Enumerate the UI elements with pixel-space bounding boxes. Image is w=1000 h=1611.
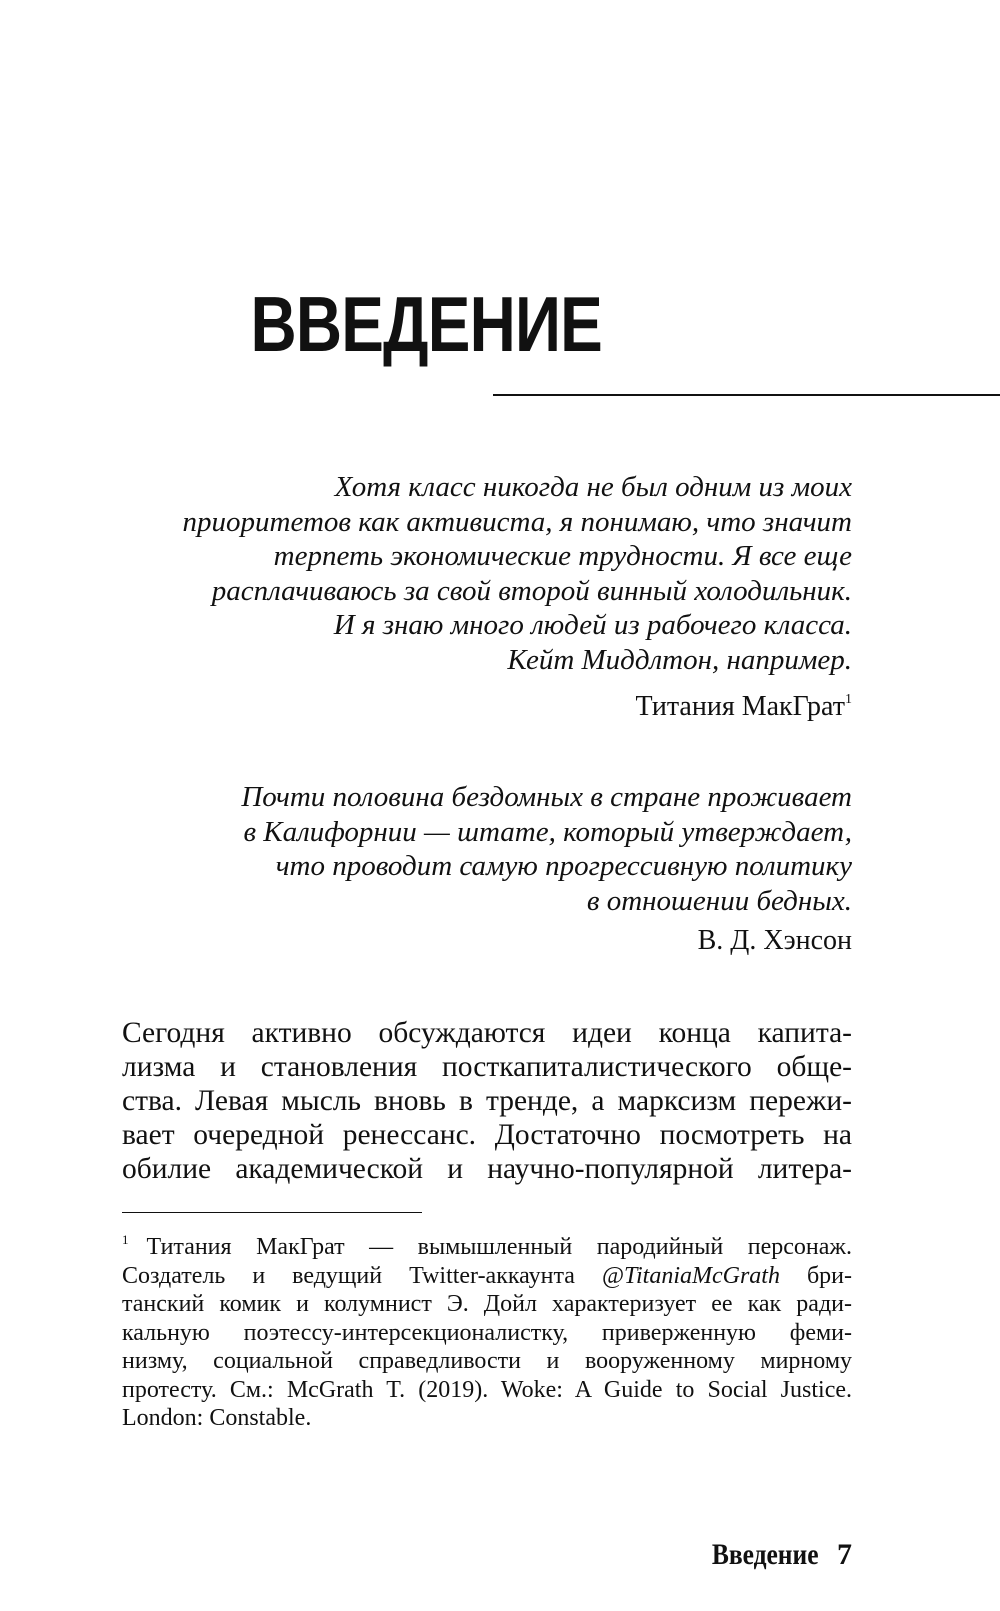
epigraph-1-author xyxy=(120,683,852,724)
epigraph-line: в отношении бедных. xyxy=(586,884,852,917)
footnote-line: протесту. См.: McGrath T. (2019). Woke: A Guide to Social Justice. xyxy=(122,1376,852,1403)
epigraph-line: в Калифорнии — штате, который утверждает, xyxy=(243,815,852,848)
footnote-line: низму, социальной справедливости и вооруженному мирному xyxy=(122,1348,852,1374)
epigraph-line: Кейт Миддлтон, например. xyxy=(507,643,852,676)
footnote-mark: 1 xyxy=(122,1232,129,1247)
epigraph-2-quote xyxy=(120,780,852,918)
epigraph-line: Почти половина бездомных в стране проживает xyxy=(241,781,852,813)
running-footer-title: Введение xyxy=(712,1538,819,1571)
body-line: обилие академической и научно-популярной литера- xyxy=(122,1153,852,1185)
body-line: лизма и становления посткапиталистического обще- xyxy=(122,1051,852,1083)
footnote-text: Создатель и ведущий Twitter-аккаунта xyxy=(122,1262,602,1289)
chapter-title: ВВЕДЕНИЕ xyxy=(250,280,603,368)
epigraph-line: что проводит самую прогрессивную политику xyxy=(275,850,852,882)
epigraph-author-name: Титания МакГрат xyxy=(635,691,845,722)
twitter-handle: @TitaniaMcGrath xyxy=(601,1262,780,1289)
epigraph-line: приоритетов как активиста, я понимаю, что значит xyxy=(182,505,852,538)
running-footer xyxy=(600,1538,852,1572)
footnote-text: бри- xyxy=(779,1262,853,1289)
epigraph-1-quote xyxy=(120,470,852,677)
footnote-line: London: Constable. xyxy=(122,1405,312,1431)
footnote-line: кальную поэтессу-интерсекционалистку, приверженную феми- xyxy=(122,1319,852,1346)
body-line: вает очередной ренессанс. Достаточно посмотреть на xyxy=(122,1119,852,1151)
epigraph-2-author xyxy=(120,924,852,958)
body-line: ства. Левая мысль вновь в тренде, а марксизм пережи- xyxy=(122,1085,852,1117)
footnote-line: танский комик и колумнист Э. Дойл характеризует ее как ради- xyxy=(122,1291,852,1317)
footnote xyxy=(122,1226,852,1433)
epigraph-1 xyxy=(120,470,852,724)
footnote-line xyxy=(122,1262,852,1291)
footnote-line xyxy=(122,1226,852,1262)
epigraph-line: расплачиваюсь за свой второй винный холодильник. xyxy=(211,574,852,607)
title-divider xyxy=(493,394,1000,396)
body-paragraph xyxy=(122,1016,852,1186)
page-number: 7 xyxy=(837,1538,852,1571)
body-line: Сегодня активно обсуждаются идеи конца капита- xyxy=(122,1017,852,1049)
epigraph-2 xyxy=(120,780,852,958)
epigraph-line: И я знаю много людей из рабочего класса. xyxy=(333,609,852,641)
footnote-text: Титания МакГрат — вымышленный пародийный персонаж. xyxy=(146,1234,852,1260)
footnote-reference[interactable]: 1 xyxy=(845,692,852,707)
epigraph-line: Хотя класс никогда не был одним из моих xyxy=(334,471,852,503)
footnote-divider xyxy=(122,1212,422,1213)
epigraph-line: терпеть экономические трудности. Я все еще xyxy=(273,540,852,572)
epigraph-author-name: В. Д. Хэнсон xyxy=(697,925,852,956)
